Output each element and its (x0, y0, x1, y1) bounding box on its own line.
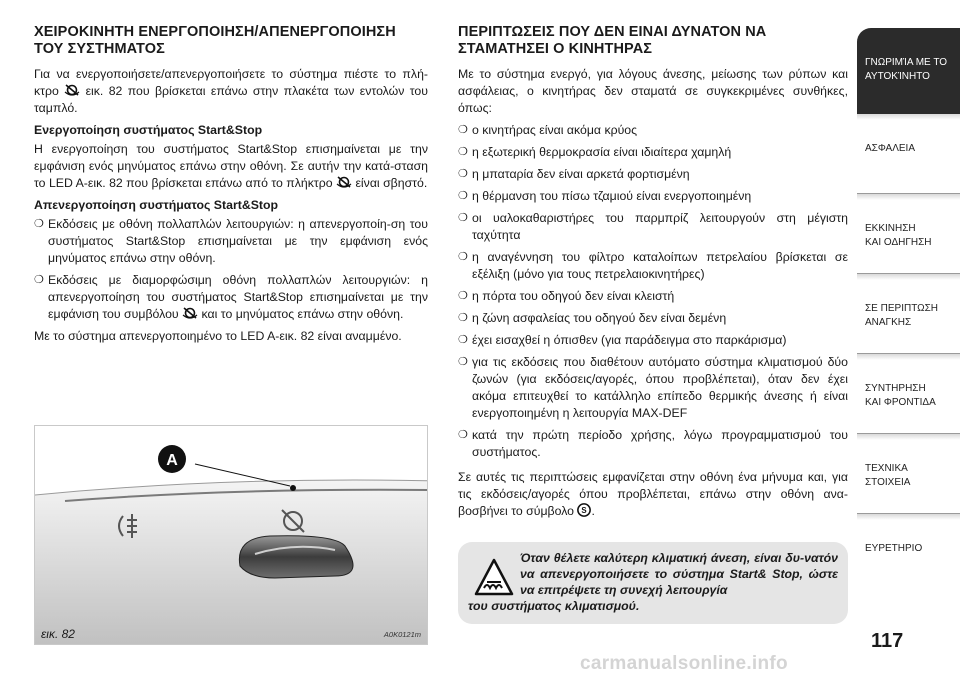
start-stop-off-icon (336, 175, 352, 189)
left-heading: ΧΕΙΡΟΚΙΝΗΤΗ ΕΝΕΡΓΟΠΟΙΗΣΗ/ΑΠΕΝΕΡΓΟΠΟΙΗΣΗ ΤΟΥ ΣΥΣΤΗΜΑΤΟΣ (34, 24, 396, 57)
list-item: ❍ για τις εκδόσεις που διαθέτουν αυτόματο σύστημα κλιματισμού δύο ζωνών (για εκδόσεις/αγορές, όπου προβλέπεται), όταν δεν έχει ακόμα επιτευχθεί το κατάλληλο επίπεδο θερμικής άνεσης ή είναι ενεργοποιημένη η λειτουργία MAX-DEF (458, 354, 848, 422)
list-item: ❍ έχει εισαχθεί η όπισθεν (για παράδειγμα στο παρκάρισμα) (458, 332, 848, 349)
list-item: ❍ Εκδόσεις με οθόνη πολλαπλών λειτουργιών: η απενεργοποίη-ση του συστήματος Start&Stop επισημαίνεται με την εμφάνιση ενός μηνύματος επάνω στην οθόνη. (34, 216, 428, 267)
tab-emergency[interactable] (857, 274, 960, 354)
list-item: ❍ η πόρτα του οδηγού δεν είναι κλειστή (458, 288, 848, 305)
chapter-sidebar (857, 28, 960, 594)
left-closing: Με το σύστημα απενεργοποιημένο το LED A-εικ. 82 είναι αναμμένο. (34, 329, 402, 343)
start-stop-off-icon (182, 306, 198, 320)
label-a: A (166, 452, 178, 469)
watermark: carmanualsonline.info (580, 653, 788, 674)
list-item: ❍ η θέρμανση του πίσω τζαμιού είναι ενεργοποιημένη (458, 188, 848, 205)
list-item: ❍ η μπαταρία δεν είναι αρκετά φορτισμένη (458, 166, 848, 183)
tab-label: ΑΥΤΟΚΊΝΗΤΟ (865, 71, 930, 82)
climate-warning-icon (474, 558, 514, 596)
figure-code: A0K0121m (383, 630, 421, 639)
list-item: ❍ ο κινητήρας είναι ακόμα κρύος (458, 122, 848, 139)
activation-text-a: Η ενεργοποίηση του συστήματος Start&Stop επισημαίνεται με την εμφάνιση ενός μηνύματος επάνω στην οθόνη. Σε αυτήν την κατά-σταση το LED A-εικ. 82 που βρίσκεται επάνω από το πλήκτρο (34, 142, 428, 190)
tab-label: ΕΥΡΕΤΗΡΙΟ (865, 543, 923, 554)
tab-label: ΤΕΧΝΙΚΑ (865, 463, 908, 474)
list-item: ❍ κατά την πρώτη περίοδο χρήσης, λόγω προγραμματισμού του συστήματος. (458, 427, 848, 461)
sub-heading-deactivation: Απενεργοποίηση συστήματος Start&Stop (34, 198, 279, 212)
tab-label: ΚΑΙ ΦΡΟΝΤΙΔΑ (865, 397, 936, 408)
list-item: ❍ οι υαλοκαθαριστήρες του παρμπρίζ λειτουργούν στη μέγιστη ταχύτητα (458, 210, 848, 244)
activation-text-b: είναι σβηστό. (355, 176, 428, 190)
note-text-last: του συστήματος κλιματισμού. (468, 599, 640, 613)
right-closing-text: Σε αυτές τις περιπτώσεις εμφανίζεται στην οθόνη ένα μήνυμα και, για τις εκδόσεις/αγορές όπου προβλέπεται, επάνω στην οθόνη ανα-βοσβήνει το σύμβολο (458, 470, 848, 518)
deactivation-list (34, 216, 428, 323)
right-intro: Με το σύστημα ενεργό, για λόγους άνεσης, μείωσης των ρύπων και ασφάλειας, ο κινητήρας δεν σταματά σε συγκεκριμένες συνθήκες, όπως: (458, 67, 848, 115)
tab-label: ΓΝΩΡΙΜΊΑ ΜΕ ΤΟ (865, 57, 948, 68)
page-number: 117 (871, 630, 904, 652)
conditions-list (458, 122, 848, 461)
tab-label: ΑΝΑΓΚΗΣ (865, 317, 912, 328)
left-column (34, 24, 428, 350)
tab-starting-driving[interactable] (857, 194, 960, 274)
left-intro (34, 66, 428, 117)
tab-label: ΚΑΙ ΟΔΗΓΗΣΗ (865, 237, 932, 248)
dashboard-illustration (35, 426, 428, 645)
tab-safety[interactable] (857, 114, 960, 194)
tab-label: ΕΚΚΙΝΗΣΗ (865, 223, 916, 234)
list-item: ❍ η αναγέννηση του φίλτρο καταλοίπων πετρελαίου βρίσκεται σε εξέλιξη (μόνο για τους πετρελαιοκινητήρες) (458, 249, 848, 283)
list-item: ❍ η ζώνη ασφαλείας του οδηγού δεν είναι δεμένη (458, 310, 848, 327)
tab-maintenance[interactable] (857, 354, 960, 434)
right-closing: Σε αυτές τις περιπτώσεις εμφανίζεται στην οθόνη ένα μήνυμα και, για τις εκδόσεις/αγορές όπου προβλέπεται, επάνω στην οθόνη ανα-βοσβήνει το σύμβολο S . (458, 470, 848, 518)
tab-label: ΣΥΝΤΗΡΗΣΗ (865, 383, 926, 394)
list-item-text-a: Εκδόσεις με διαμορφώσιμη οθόνη πολλαπλών λειτουργιών: η απενεργοποίηση του συστήματος Start&Stop επισημαίνεται με την εμφάνιση του συμβόλου (48, 273, 428, 321)
start-stop-off-icon (64, 83, 80, 97)
left-intro-a: Για να ενεργοποιήσετε/απενεργοποιήσετε το σύστημα πιέστε το πλή-κτρο (34, 67, 428, 98)
switch-button (239, 536, 353, 578)
tab-technical-data[interactable] (857, 434, 960, 514)
label-a-marker (158, 445, 186, 473)
note-box (458, 542, 848, 624)
tab-label: ΣΤΟΙΧΕΙΑ (865, 477, 911, 488)
left-intro-b: εικ. 82 που βρίσκεται επάνω στην πλακέτα των εντολών του ταμπλό. (34, 84, 428, 115)
tab-index[interactable] (857, 514, 960, 594)
tab-label: ΑΣΦΑΛΕΙΑ (865, 143, 916, 154)
right-column (458, 24, 848, 525)
sub-heading-activation: Ενεργοποίηση συστήματος Start&Stop (34, 123, 263, 137)
tab-getting-to-know[interactable] (857, 28, 960, 114)
svg-text:S: S (581, 506, 588, 516)
list-item-text-b: και το μηνύματος επάνω στην οθόνη. (201, 307, 404, 321)
figure-caption: εικ. 82 (41, 627, 75, 641)
right-heading: ΠΕΡΙΠΤΩΣΕΙΣ ΠΟΥ ΔΕΝ ΕΙΝΑΙ ΔΥΝΑΤΟΝ ΝΑ ΣΤΑΜΑΤΗΣΕΙ Ο ΚΙΝΗΤΗΡΑΣ (458, 24, 767, 57)
start-stop-symbol-icon (577, 503, 591, 517)
activation-text (34, 141, 428, 192)
figure-82 (34, 425, 428, 645)
note-text: Όταν θέλετε καλύτερη κλιματική άνεση, είναι δυ-νατόν να απενεργοποιήσετε το σύστημα Start& Stop, ώστε να επιτρέψετε τη συνεχή λειτουργία (520, 551, 838, 597)
tab-label: ΣΕ ΠΕΡΙΠΤΩΣΗ (865, 303, 938, 314)
list-item (34, 272, 428, 323)
list-item: ❍ η εξωτερική θερμοκρασία είναι ιδιαίτερα χαμηλή (458, 144, 848, 161)
